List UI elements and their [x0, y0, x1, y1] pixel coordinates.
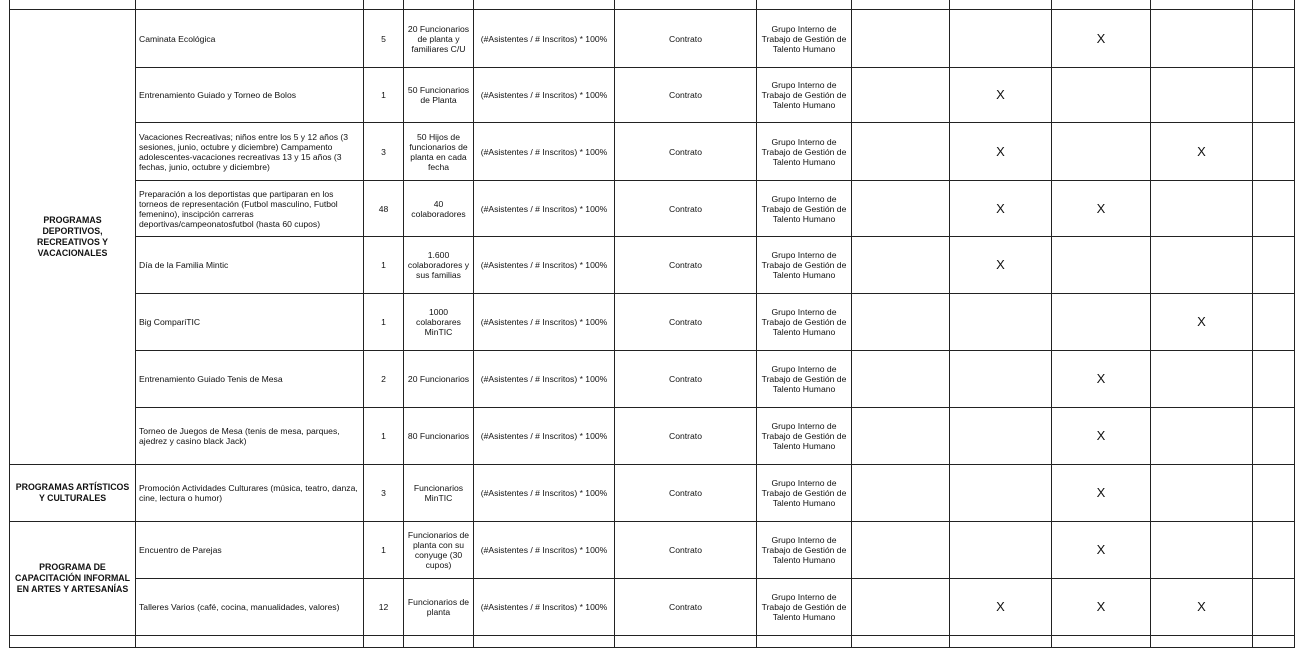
quantity-cell: 2	[364, 351, 404, 408]
activity-cell: Caminata Ecológica	[136, 10, 364, 68]
empty-cell	[1253, 181, 1295, 237]
contract-cell: Contrato	[615, 408, 757, 465]
contract-cell: Contrato	[615, 465, 757, 522]
mark-cell	[1151, 237, 1253, 294]
indicator-cell: (#Asistentes / # Inscritos) * 100%	[474, 465, 615, 522]
mark-cell	[1151, 465, 1253, 522]
mark-cell	[1052, 294, 1151, 351]
mark-cell	[950, 10, 1052, 68]
quantity-cell: 3	[364, 123, 404, 181]
target-cell: 20 Funcionarios de planta y familiares C/U	[404, 10, 474, 68]
owner-cell: Grupo Interno de Trabajo de Gestión de Talento Humano	[757, 237, 852, 294]
target-cell: 1.600 colaboradores y sus familias	[404, 237, 474, 294]
mark-cell	[852, 522, 950, 579]
activity-cell: Encuentro de Parejas	[136, 522, 364, 579]
indicator-cell: (#Asistentes / # Inscritos) * 100%	[474, 408, 615, 465]
quantity-cell: 1	[364, 68, 404, 123]
indicator-cell: (#Asistentes / # Inscritos) * 100%	[474, 237, 615, 294]
table-row	[10, 522, 1295, 579]
mark-cell: X	[1052, 181, 1151, 237]
target-cell: Funcionarios de planta con su conyuge (30 cupos)	[404, 522, 474, 579]
mark-cell	[852, 10, 950, 68]
mark-cell: X	[1052, 579, 1151, 636]
target-cell: Funcionarios MinTIC	[404, 465, 474, 522]
mark-cell: X	[1052, 522, 1151, 579]
table-row	[10, 0, 1295, 10]
mark-cell	[1151, 181, 1253, 237]
mark-cell: X	[950, 579, 1052, 636]
contract-cell: Contrato	[615, 68, 757, 123]
owner-cell: Grupo Interno de Trabajo de Gestión de Talento Humano	[757, 68, 852, 123]
quantity-cell: 1	[364, 294, 404, 351]
indicator-cell: (#Asistentes / # Inscritos) * 100%	[474, 522, 615, 579]
mark-cell	[950, 465, 1052, 522]
mark-cell: X	[950, 237, 1052, 294]
owner-cell: Grupo Interno de Trabajo de Gestión de Talento Humano	[757, 123, 852, 181]
empty-cell	[1253, 522, 1295, 579]
indicator-cell: (#Asistentes / # Inscritos) * 100%	[474, 294, 615, 351]
mark-cell	[852, 579, 950, 636]
empty-cell	[1253, 294, 1295, 351]
table-row	[10, 10, 1295, 68]
contract-cell: Contrato	[615, 522, 757, 579]
table-row	[10, 408, 1295, 465]
group-label: PROGRAMA DE CAPACITACIÓN INFORMAL EN ARTES Y ARTESANÍAS	[10, 522, 136, 636]
activity-cell: Entrenamiento Guiado y Torneo de Bolos	[136, 68, 364, 123]
empty-cell	[1253, 351, 1295, 408]
contract-cell: Contrato	[615, 351, 757, 408]
mark-cell	[1151, 408, 1253, 465]
owner-cell: Grupo Interno de Trabajo de Gestión de Talento Humano	[757, 10, 852, 68]
mark-cell	[950, 522, 1052, 579]
mark-cell	[852, 465, 950, 522]
target-cell: Funcionarios de planta	[404, 579, 474, 636]
activity-cell: Entrenamiento Guiado Tenis de Mesa	[136, 351, 364, 408]
mark-cell	[852, 181, 950, 237]
mark-cell: X	[1052, 408, 1151, 465]
mark-cell	[950, 408, 1052, 465]
activity-cell: Día de la Familia Mintic	[136, 237, 364, 294]
mark-cell: X	[950, 68, 1052, 123]
table-row	[10, 465, 1295, 522]
target-cell: 50 Hijos de funcionarios de planta en cada fecha	[404, 123, 474, 181]
table-row	[10, 123, 1295, 181]
group-label: PROGRAMAS DEPORTIVOS, RECREATIVOS Y VACACIONALES	[10, 10, 136, 465]
mark-cell: X	[950, 123, 1052, 181]
quantity-cell: 1	[364, 408, 404, 465]
mark-cell: X	[1052, 465, 1151, 522]
empty-cell	[1253, 237, 1295, 294]
quantity-cell: 48	[364, 181, 404, 237]
mark-cell: X	[1151, 579, 1253, 636]
mark-cell: X	[1052, 351, 1151, 408]
target-cell: 20 Funcionarios	[404, 351, 474, 408]
empty-cell	[1253, 579, 1295, 636]
table-row	[10, 636, 1295, 648]
mark-cell: X	[1052, 10, 1151, 68]
mark-cell	[1151, 351, 1253, 408]
mark-cell	[1052, 123, 1151, 181]
mark-cell: X	[1151, 123, 1253, 181]
contract-cell: Contrato	[615, 10, 757, 68]
table-row	[10, 237, 1295, 294]
contract-cell: Contrato	[615, 579, 757, 636]
contract-cell: Contrato	[615, 181, 757, 237]
indicator-cell: (#Asistentes / # Inscritos) * 100%	[474, 68, 615, 123]
mark-cell	[950, 351, 1052, 408]
owner-cell: Grupo Interno de Trabajo de Gestión de Talento Humano	[757, 294, 852, 351]
owner-cell: Grupo Interno de Trabajo de Gestión de Talento Humano	[757, 351, 852, 408]
empty-cell	[1253, 68, 1295, 123]
target-cell: 80 Funcionarios	[404, 408, 474, 465]
indicator-cell: (#Asistentes / # Inscritos) * 100%	[474, 579, 615, 636]
mark-cell	[852, 408, 950, 465]
mark-cell	[852, 294, 950, 351]
mark-cell	[950, 294, 1052, 351]
quantity-cell: 12	[364, 579, 404, 636]
mark-cell	[1052, 237, 1151, 294]
owner-cell: Grupo Interno de Trabajo de Gestión de Talento Humano	[757, 522, 852, 579]
owner-cell: Grupo Interno de Trabajo de Gestión de Talento Humano	[757, 408, 852, 465]
quantity-cell: 5	[364, 10, 404, 68]
empty-cell	[1253, 465, 1295, 522]
mark-cell	[852, 351, 950, 408]
empty-cell	[1253, 408, 1295, 465]
mark-cell	[1151, 522, 1253, 579]
mark-cell: X	[950, 181, 1052, 237]
activity-cell: Promoción Actividades Culturares (música, teatro, danza, cine, lectura o humor)	[136, 465, 364, 522]
indicator-cell: (#Asistentes / # Inscritos) * 100%	[474, 123, 615, 181]
target-cell: 50 Funcionarios de Planta	[404, 68, 474, 123]
mark-cell	[1052, 68, 1151, 123]
quantity-cell: 1	[364, 237, 404, 294]
empty-cell	[1253, 10, 1295, 68]
mark-cell: X	[1151, 294, 1253, 351]
mark-cell	[1151, 10, 1253, 68]
indicator-cell: (#Asistentes / # Inscritos) * 100%	[474, 181, 615, 237]
target-cell: 1000 colaborares MinTIC	[404, 294, 474, 351]
contract-cell: Contrato	[615, 237, 757, 294]
table-body	[10, 0, 1295, 648]
quantity-cell: 1	[364, 522, 404, 579]
owner-cell: Grupo Interno de Trabajo de Gestión de Talento Humano	[757, 181, 852, 237]
empty-cell	[1253, 123, 1295, 181]
indicator-cell: (#Asistentes / # Inscritos) * 100%	[474, 351, 615, 408]
indicator-cell: (#Asistentes / # Inscritos) * 100%	[474, 10, 615, 68]
mark-cell	[852, 237, 950, 294]
table-row	[10, 294, 1295, 351]
activity-cell: Torneo de Juegos de Mesa (tenis de mesa, parques, ajedrez y casino black Jack)	[136, 408, 364, 465]
mark-cell	[1151, 68, 1253, 123]
group-label: PROGRAMAS ARTÍSTICOS Y CULTURALES	[10, 465, 136, 522]
activity-cell: Vacaciones Recreativas; niños entre los 5 y 12 años (3 sesiones, junio, octubre y diciembre) Campamento adolescentes-vacaciones recreativas 13 y 15 años (3 fechas, junio, octubre y diciembre)	[136, 123, 364, 181]
quantity-cell: 3	[364, 465, 404, 522]
contract-cell: Contrato	[615, 294, 757, 351]
activity-cell: Talleres Varios (café, cocina, manualidades, valores)	[136, 579, 364, 636]
program-table	[9, 0, 1295, 648]
activity-cell: Preparación a los deportistas que partiparan en los torneos de representación (Futbol masculino, Futbol femenino), inscipción carreras deportivas/campeonatosfutbol (hasta 60 cupos)	[136, 181, 364, 237]
table-row	[10, 181, 1295, 237]
table-row	[10, 351, 1295, 408]
activity-cell: Big CompariTIC	[136, 294, 364, 351]
mark-cell	[852, 123, 950, 181]
contract-cell: Contrato	[615, 123, 757, 181]
mark-cell	[852, 68, 950, 123]
table-row	[10, 579, 1295, 636]
owner-cell: Grupo Interno de Trabajo de Gestión de Talento Humano	[757, 579, 852, 636]
target-cell: 40 colaboradores	[404, 181, 474, 237]
table-row	[10, 68, 1295, 123]
owner-cell: Grupo Interno de Trabajo de Gestión de Talento Humano	[757, 465, 852, 522]
